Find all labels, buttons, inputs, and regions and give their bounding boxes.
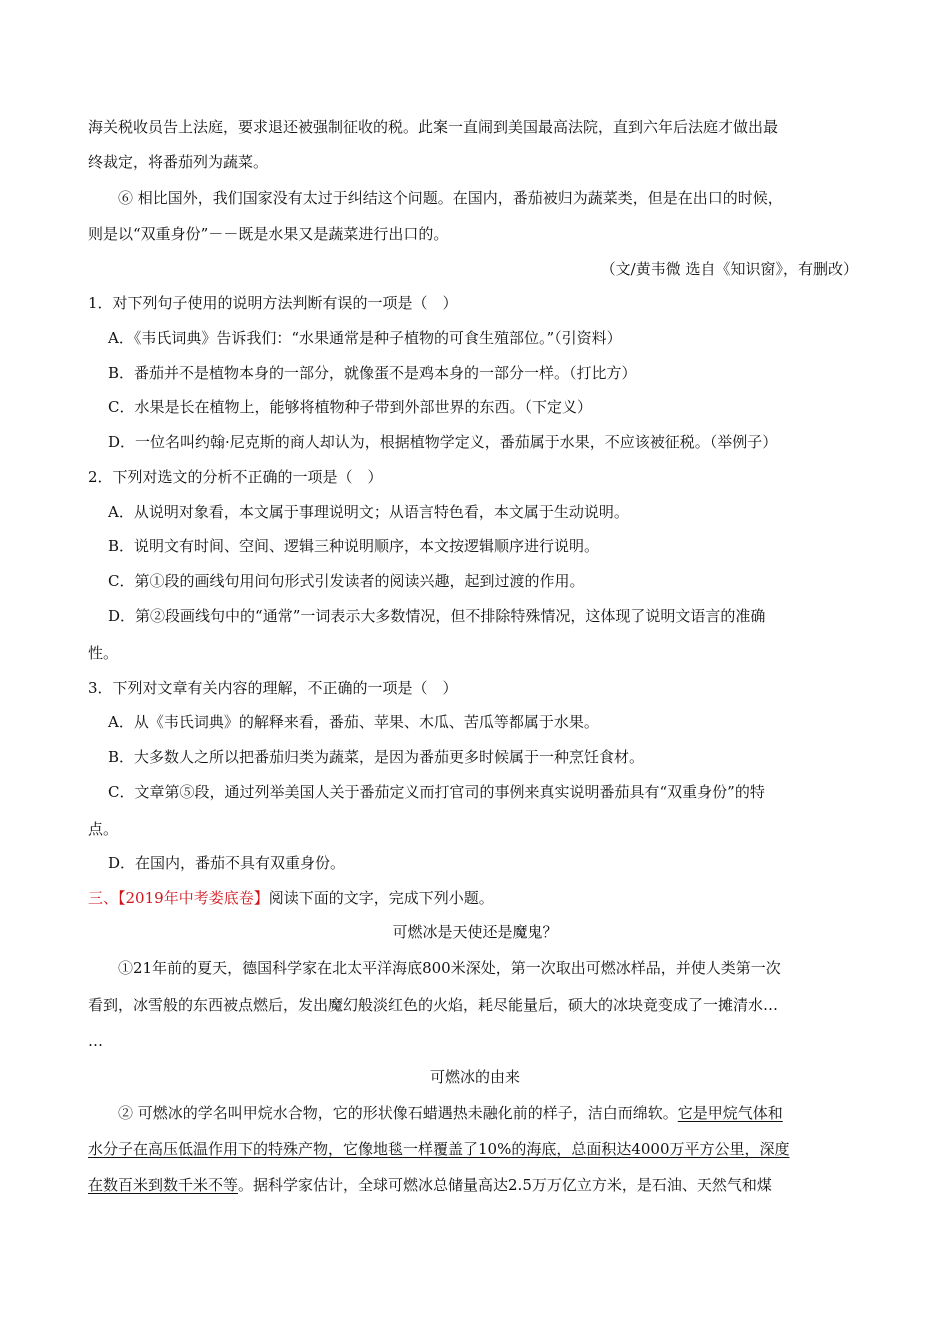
- article-paragraph-1-line: 看到，冰雪般的东西被点燃后，发出魔幻般淡红色的火焰，耗尽能量后，硕大的冰块竟变成了一摊清水…: [88, 996, 779, 1014]
- paragraph-6-line: 则是以“双重身份”－－既是水果又是蔬菜进行出口的。: [88, 225, 449, 243]
- question-3-option-a: A．从《韦氏词典》的解释来看，番茄、苹果、木瓜、苦瓜等都属于水果。: [108, 713, 599, 731]
- passage-line: 海关税收员告上法庭，要求退还被强制征收的税。此案一直闹到美国最高法院，直到六年后法庭才做出最: [88, 118, 779, 136]
- question-1-option-a: A．《韦氏词典》告诉我们：“水果通常是种子植物的可食生殖部位。”（引资料）: [108, 329, 622, 347]
- question-2-stem: 2．下列对选文的分析不正确的一项是（ ）: [88, 468, 383, 486]
- section-number: 三、: [88, 889, 119, 907]
- paragraph-2-text: 。据科学家估计，全球可燃冰总储量高达2.5万万亿立方米，是石油、天然气和煤: [238, 1176, 772, 1194]
- question-3-option-d: D．在国内，番茄不具有双重身份。: [108, 854, 346, 872]
- question-1-option-c: C．水果是长在植物上，能够将植物种子带到外部世界的东西。（下定义）: [108, 398, 592, 416]
- exam-source-tag: 【2019年中考娄底卷】: [118, 889, 269, 907]
- question-2-option-b: B．说明文有时间、空间、逻辑三种说明顺序，本文按逻辑顺序进行说明。: [108, 537, 600, 555]
- underlined-sentence: 在数百米到数千米不等: [88, 1176, 239, 1194]
- underlined-sentence: 水分子在高压低温作用下的特殊产物，它像地毯一样覆盖了10%的海底，总面积达4000万平方公里，深度: [88, 1140, 790, 1158]
- paragraph-6-line: ⑥ 相比国外，我们国家没有太过于纠结这个问题。在国内，番茄被归为蔬菜类，但是在出口的时候，: [118, 189, 783, 207]
- underlined-sentence: 它是甲烷气体和: [677, 1104, 783, 1122]
- article-subtitle: 可燃冰的由来: [429, 1068, 520, 1086]
- article-paragraph-2-line: [88, 1139, 790, 1159]
- section-instruction: 阅读下面的文字，完成下列小题。: [268, 889, 494, 907]
- source-attribution: （文/黄韦微 选自《知识窗》，有删改）: [600, 260, 858, 278]
- section-3-header: [88, 888, 494, 908]
- article-title: 可燃冰是天使还是魔鬼？: [392, 923, 558, 941]
- question-3-option-b: B．大多数人之所以把番茄归类为蔬菜，是因为番茄更多时候属于一种烹饪食材。: [108, 748, 645, 766]
- question-2-option-c: C．第①段的画线句用问句形式引发读者的阅读兴趣，起到过渡的作用。: [108, 572, 585, 590]
- question-1-option-b: B．番茄并不是植物本身的一部分，就像蛋不是鸡本身的一部分一样。（打比方）: [108, 364, 637, 382]
- article-paragraph-2-line: [88, 1175, 772, 1195]
- question-1-stem: 1．对下列句子使用的说明方法判断有误的一项是（ ）: [88, 294, 458, 312]
- article-paragraph-1-line: …: [88, 1032, 103, 1050]
- question-2-option-d: D．第②段画线句中的“通常”一词表示大多数情况，但不排除特殊情况，这体现了说明文语言的准确: [108, 607, 766, 625]
- question-2-option-a: A．从说明对象看，本文属于事理说明文；从语言特色看，本文属于生动说明。: [108, 503, 629, 521]
- question-3-option-c-cont: 点。: [88, 820, 119, 838]
- paragraph-2-text: ② 可燃冰的学名叫甲烷水合物，它的形状像石蜡遇热未融化前的样子，洁白而绵软。: [118, 1104, 678, 1122]
- passage-line: 终裁定，将番茄列为蔬菜。: [88, 153, 269, 171]
- question-2-option-d-cont: 性。: [88, 644, 119, 662]
- question-1-option-d: D．一位名叫约翰·尼克斯的商人却认为，根据植物学定义，番茄属于水果，不应该被征税。（举例子）: [108, 433, 778, 451]
- article-paragraph-1-line: ①21年前的夏天，德国科学家在北太平洋海底800米深处，第一次取出可燃冰样品，并使人类第一次: [118, 959, 781, 977]
- article-paragraph-2-line: [118, 1103, 783, 1123]
- question-3-option-c: C．文章第⑤段，通过列举美国人关于番茄定义而打官司的事例来真实说明番茄具有“双重身份”的特: [108, 783, 765, 801]
- question-3-stem: 3．下列对文章有关内容的理解，不正确的一项是（ ）: [88, 679, 458, 697]
